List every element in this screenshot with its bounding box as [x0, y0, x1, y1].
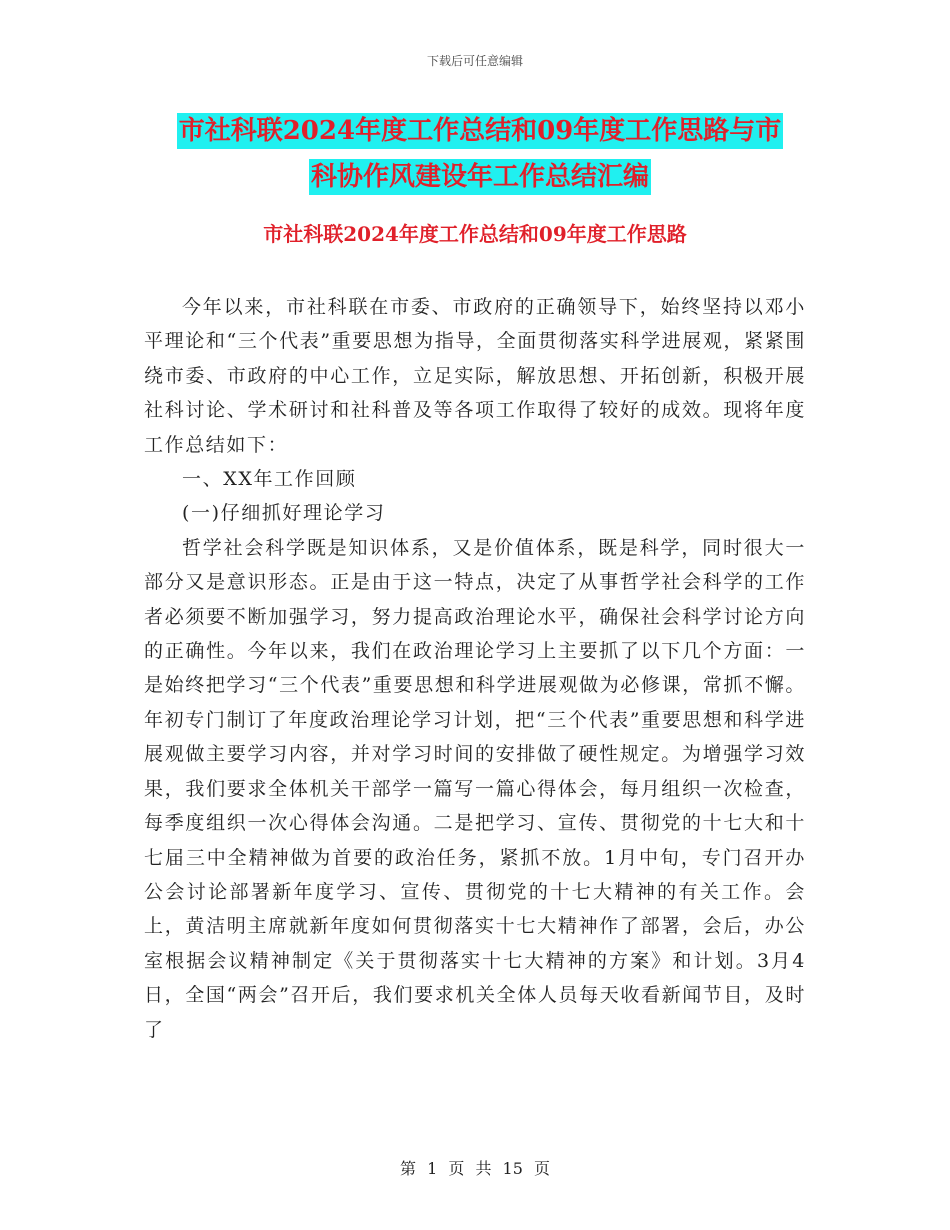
- paragraph-theory-study: 哲学社会科学既是知识体系，又是价值体系，既是科学，同时很大一部分又是意识形态。正是由于这一特点，决定了从事哲学社会科学的工作者必须要不断加强学习，努力提高政治理论水平，确保社会科学讨论方向的正确性。今年以来，我们在政治理论学习上主要抓了以下几个方面：一是始终把学习“三个代表”重要思想和科学进展观做为必修课，常抓不懈。年初专门制订了年度政治理论学习计划，把“三个代表”重要思想和科学进展观做主要学习内容，并对学习时间的安排做了硬性规定。为增强学习效果，我们要求全体机关干部学一篇写一篇心得体会，每月组织一次检查，每季度组织一次心得体会沟通。二是把学习、宣传、贯彻党的十七大和十七届三中全精神做为首要的政治任务，紧抓不放。1月中旬，专门召开办公会讨论部署新年度学习、宣传、贯彻党的十七大精神的有关工作。会上，黄洁明主席就新年度如何贯彻落实十七大精神作了部署，会后，办公室根据会议精神制定《关于贯彻落实十七大精神的方案》和计划。3月4日，全国“两会”召开后，我们要求机关全体人员每天收看新闻节目，及时了: [144, 536, 806, 1041]
- heading-review: 一、XX年工作回顾: [182, 468, 357, 491]
- page-header-note: 下载后可任意编辑: [426, 54, 523, 68]
- heading-theory-study: (一)仔细抓好理论学习: [182, 502, 386, 525]
- paragraph-intro: 今年以来，市社科联在市委、市政府的正确领导下，始终坚持以邓小平理论和“三个代表”重要思想为指导，全面贯彻落实科学进展观，紧紧围绕市委、市政府的中心工作，立足实际，解放思想、开拓创新，积极开展社科讨论、学术研讨和社科普及等各项工作取得了较好的成效。现将年度工作总结如下：: [144, 296, 806, 456]
- section-title: 市社科联2024年度工作总结和09年度工作思路: [263, 222, 687, 246]
- title-line-1: 市社科联2024年度工作总结和09年度工作思路与市: [177, 113, 784, 149]
- title-line-2: 科协作风建设年工作总结汇编: [309, 159, 651, 195]
- page-number: 第 1 页 共 15 页: [400, 1159, 550, 1178]
- document-title: [140, 108, 820, 200]
- document-body: [144, 290, 806, 1047]
